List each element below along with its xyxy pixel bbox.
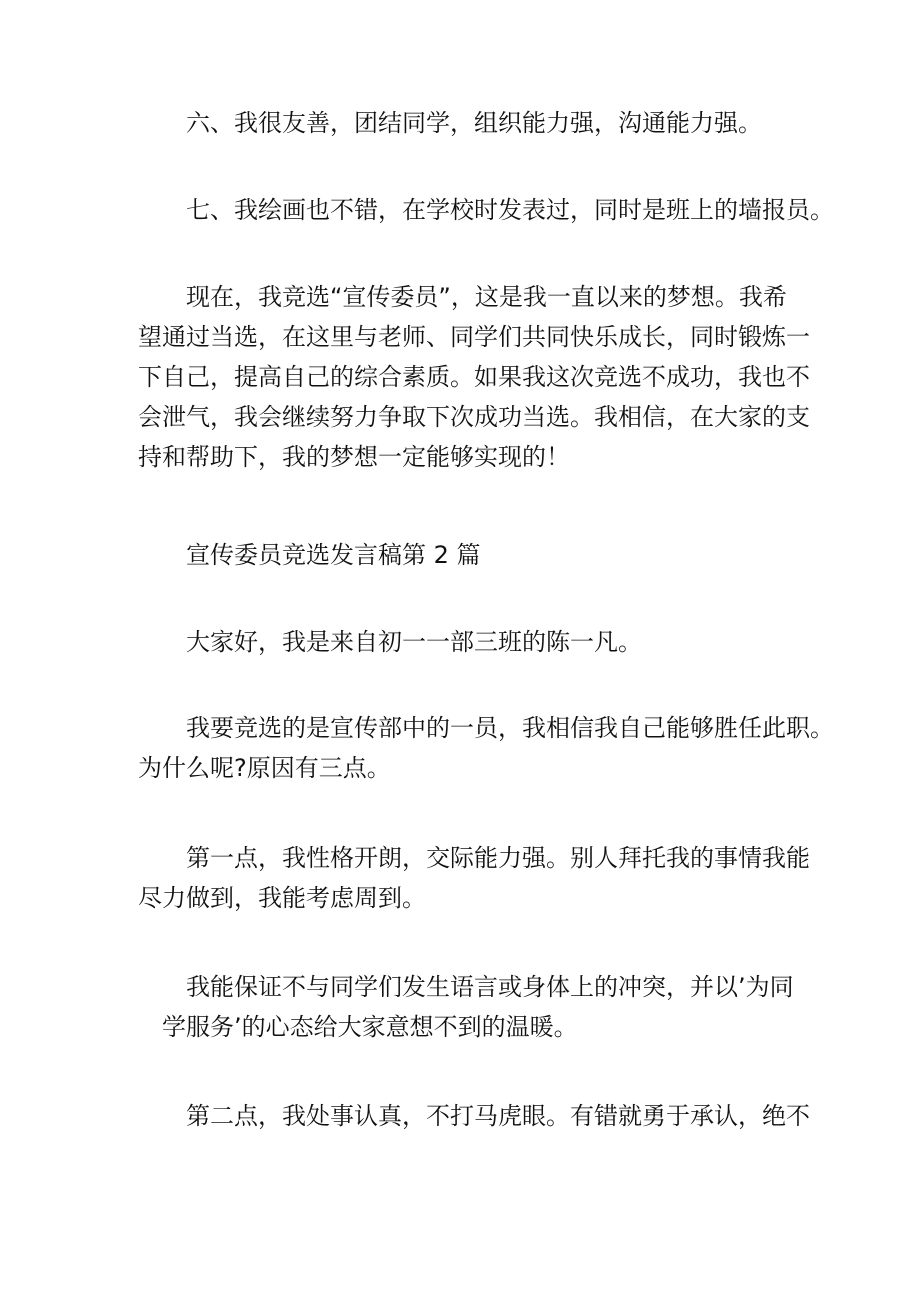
paragraph-item-seven	[138, 190, 834, 230]
text-line: 现在，我竞选“宣传委员”，这是我一直以来的梦想。我希	[138, 283, 787, 311]
text-line: 下自己，提高自己的综合素质。如果我这次竞选不成功，我也不	[138, 363, 810, 391]
text-line: 学服务’的心态给大家意想不到的温暖。	[138, 1013, 578, 1041]
paragraph-position	[138, 708, 834, 788]
paragraph-promise	[138, 967, 798, 1047]
text-line: 我要竞选的是宣传部中的一员，我相信我自己能够胜任此职。	[138, 714, 834, 742]
text-line: 会泄气，我会继续努力争取下次成功当选。我相信，在大家的支	[138, 403, 810, 431]
text-line: 尽力做到，我能考虑周到。	[138, 884, 426, 912]
text-line: 第一点，我性格开朗，交际能力强。别人拜托我的事情我能	[138, 844, 810, 872]
text-line: 为什么呢?原因有三点。	[138, 754, 391, 782]
text-line: 我能保证不与同学们发生语言或身体上的冲突，并以’为同	[138, 973, 794, 1001]
text-line: 大家好，我是来自初一一部三班的陈一凡。	[138, 628, 642, 656]
paragraph-item-six	[138, 103, 798, 143]
paragraph-greeting	[138, 622, 798, 662]
text-line: 七、我绘画也不错，在学校时发表过，同时是班上的墙报员。	[138, 196, 834, 224]
text-line: 六、我很友善，团结同学，组织能力强，沟通能力强。	[138, 109, 762, 137]
paragraph-point-one	[138, 838, 810, 918]
section-heading	[138, 535, 798, 575]
text-line: 持和帮助下，我的梦想一定能够实现的！	[138, 443, 570, 471]
text-line: 宣传委员竞选发言稿第 2 篇	[138, 541, 481, 569]
paragraph-point-two	[138, 1096, 810, 1136]
text-line: 第二点，我处事认真，不打马虎眼。有错就勇于承认，绝不	[138, 1102, 810, 1130]
text-line: 望通过当选，在这里与老师、同学们共同快乐成长，同时锻炼一	[138, 323, 810, 351]
paragraph-campaign-goal	[138, 277, 810, 477]
